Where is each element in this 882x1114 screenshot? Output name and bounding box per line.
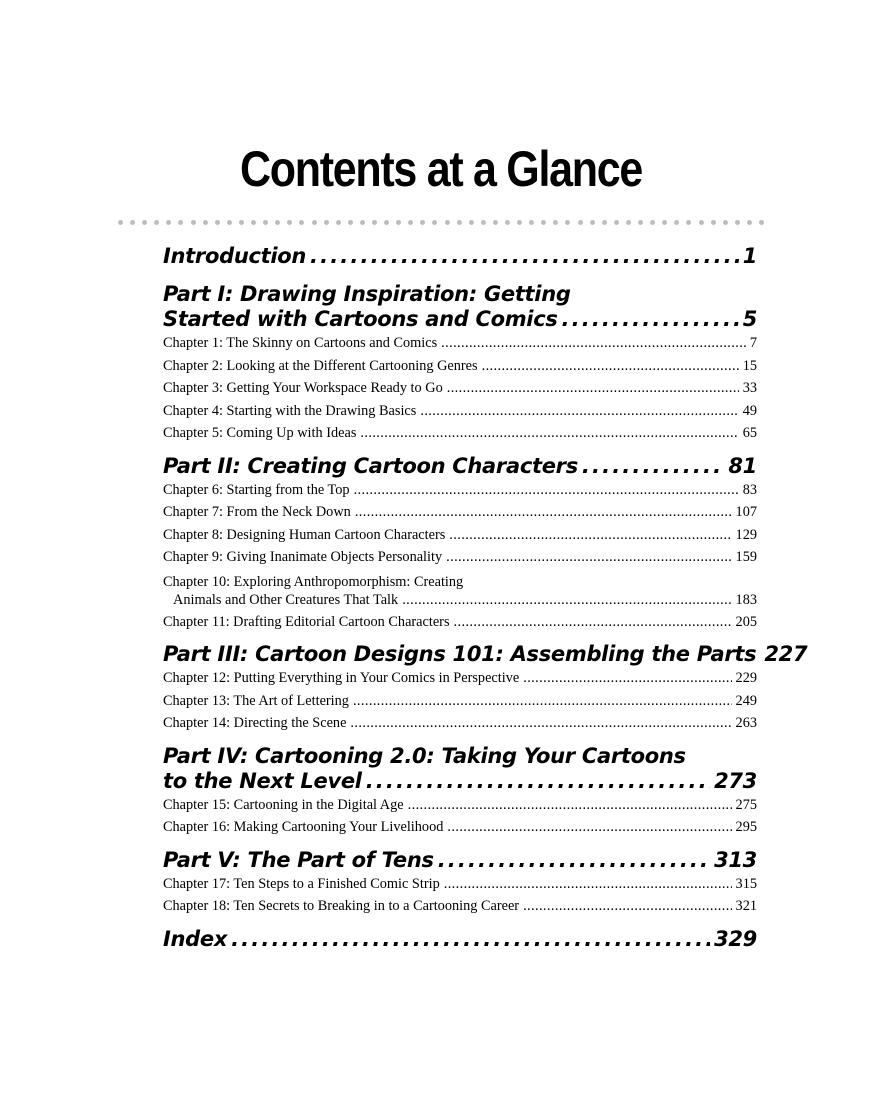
divider-dot <box>505 220 510 225</box>
divider-dot <box>614 220 619 225</box>
page-number: 321 <box>735 898 757 914</box>
divider-dot <box>420 220 425 225</box>
divider-dot <box>457 220 462 225</box>
divider-dot <box>553 220 558 225</box>
divider-dot <box>650 220 655 225</box>
chapter-title: Chapter 17: Ten Steps to a Finished Comic Strip <box>163 875 440 892</box>
page-number: 159 <box>735 549 757 565</box>
page-number: 107 <box>735 504 757 520</box>
divider-dot <box>154 220 159 225</box>
part-title-line-2: Started with Cartoons and Comics <box>163 307 558 331</box>
toc-entry-chapter[interactable] <box>163 524 757 547</box>
divider-dot <box>142 220 147 225</box>
divider-dot <box>203 220 208 225</box>
chapter-list-part-5 <box>163 873 757 918</box>
chapter-title-line-2: Animals and Other Creatures That Talk <box>173 591 399 608</box>
chapter-title: Chapter 9: Giving Inanimate Objects Personality <box>163 549 443 565</box>
dot-leader <box>408 794 732 817</box>
dot-leader <box>444 873 732 896</box>
chapter-title: Chapter 11: Drafting Editorial Cartoon Characters <box>163 613 450 630</box>
divider-dot <box>445 220 450 225</box>
divider-dot <box>638 220 643 225</box>
chapter-title: Chapter 2: Looking at the Different Cartooning Genres <box>163 357 478 374</box>
page-number: 15 <box>742 357 757 374</box>
divider-dot <box>481 220 486 225</box>
divider-dot <box>178 220 183 225</box>
page-number: 83 <box>742 481 757 498</box>
chapter-title: Chapter 14: Directing the Scene <box>163 715 347 731</box>
dot-leader <box>420 400 738 423</box>
dotted-divider <box>118 218 764 226</box>
divider-dot <box>626 220 631 225</box>
chapter-title: Chapter 3: Getting Your Workspace Ready to Go <box>163 380 443 396</box>
divider-dot <box>118 220 123 225</box>
page-number: 295 <box>735 819 757 835</box>
divider-dot <box>312 220 317 225</box>
divider-dot <box>541 220 546 225</box>
toc-entry-part-1[interactable] <box>163 282 757 332</box>
toc-entry-chapter[interactable] <box>163 332 757 355</box>
toc-entry-chapter-11[interactable] <box>163 611 757 634</box>
part-title-line-1: Part IV: Cartooning 2.0: Taking Your Cartoons <box>163 743 686 768</box>
page-number: 227 <box>764 642 808 666</box>
toc-entry-index[interactable] <box>163 927 757 952</box>
page-number: 5 <box>742 307 757 331</box>
toc-entry-chapter[interactable] <box>163 422 757 445</box>
dot-leader <box>523 667 731 690</box>
divider-dot <box>408 220 413 225</box>
divider-dot <box>759 220 764 225</box>
toc-entry-chapter[interactable] <box>163 546 757 569</box>
divider-dot <box>324 220 329 225</box>
divider-dot <box>747 220 752 225</box>
divider-dot <box>432 220 437 225</box>
divider-dot <box>372 220 377 225</box>
divider-dot <box>686 220 691 225</box>
chapter-list-part-3 <box>163 667 757 735</box>
divider-dot <box>239 220 244 225</box>
toc-entry-chapter[interactable] <box>163 479 757 502</box>
page-number: 229 <box>735 670 757 686</box>
divider-dot <box>493 220 498 225</box>
page-number: 313 <box>714 847 757 872</box>
dot-leader <box>446 546 731 569</box>
dot-leader <box>402 591 731 609</box>
page-number: 273 <box>714 768 757 793</box>
dot-leader <box>353 690 732 713</box>
toc-entry-chapter[interactable] <box>163 873 757 896</box>
toc-entry-chapter[interactable] <box>163 400 757 423</box>
part-title: Part III: Cartoon Designs 101: Assembling the Parts <box>163 642 757 666</box>
divider-dot <box>191 220 196 225</box>
toc-entry-part-4[interactable] <box>163 744 757 794</box>
chapter-title: Chapter 13: The Art of Lettering <box>163 692 349 709</box>
page-number: 33 <box>742 380 757 396</box>
dot-leader <box>366 769 710 794</box>
divider-dot <box>565 220 570 225</box>
page-number: 7 <box>749 335 757 351</box>
divider-dot <box>299 220 304 225</box>
page-number: 183 <box>735 591 757 608</box>
divider-dot <box>130 220 135 225</box>
chapter-list-part-1 <box>163 332 757 445</box>
divider-dot <box>699 220 704 225</box>
dot-leader <box>354 479 739 502</box>
toc-entry-chapter[interactable] <box>163 501 757 524</box>
toc-entry-chapter[interactable] <box>163 377 757 400</box>
dot-leader <box>355 501 732 524</box>
divider-dot <box>287 220 292 225</box>
page-number: 329 <box>714 926 757 951</box>
divider-dot <box>723 220 728 225</box>
chapter-list-part-4 <box>163 794 757 839</box>
chapter-title: Chapter 8: Designing Human Cartoon Characters <box>163 526 446 543</box>
part-title: Index <box>163 926 228 951</box>
divider-dot <box>360 220 365 225</box>
chapter-list-part-2 <box>163 479 757 634</box>
chapter-title: Chapter 15: Cartooning in the Digital Age <box>163 796 404 813</box>
page-number: 65 <box>742 425 757 441</box>
divider-dot <box>662 220 667 225</box>
chapter-title: Chapter 16: Making Cartooning Your Livelihood <box>163 819 444 835</box>
dot-leader <box>523 895 731 918</box>
dot-leader <box>441 332 746 355</box>
dot-leader <box>231 927 710 952</box>
dot-leader <box>582 454 724 479</box>
toc-entry-chapter[interactable] <box>163 355 757 378</box>
divider-dot <box>166 220 171 225</box>
divider-dot <box>735 220 740 225</box>
page-title: Contents at a Glance <box>240 141 642 197</box>
table-of-contents <box>163 244 808 952</box>
part-title-line-2: to the Next Level <box>163 768 362 793</box>
dot-leader <box>360 422 738 445</box>
divider-dot <box>590 220 595 225</box>
dot-leader <box>447 377 739 400</box>
toc-entry-introduction[interactable] <box>163 244 757 269</box>
divider-dot <box>263 220 268 225</box>
chapter-title: Chapter 7: From the Neck Down <box>163 504 351 520</box>
page-number: 129 <box>735 526 757 543</box>
divider-dot <box>227 220 232 225</box>
page-number: 1 <box>742 244 757 268</box>
dot-leader <box>350 712 731 735</box>
divider-dot <box>275 220 280 225</box>
chapter-title: Chapter 1: The Skinny on Cartoons and Comics <box>163 335 438 351</box>
toc-entry-chapter[interactable] <box>163 816 757 839</box>
divider-dot <box>215 220 220 225</box>
part-title: Introduction <box>163 244 307 268</box>
page-number: 263 <box>735 715 757 731</box>
toc-entry-part-5[interactable] <box>163 848 757 873</box>
toc-entry-chapter[interactable] <box>163 690 757 713</box>
chapter-title: Chapter 18: Ten Secrets to Breaking in to a Cartooning Career <box>163 898 520 914</box>
page-number: 249 <box>735 692 757 709</box>
chapter-title: Chapter 6: Starting from the Top <box>163 481 350 498</box>
chapter-title: Chapter 4: Starting with the Drawing Basics <box>163 402 417 419</box>
divider-dot <box>469 220 474 225</box>
toc-entry-part-2[interactable] <box>163 454 757 479</box>
divider-dot <box>251 220 256 225</box>
divider-dot <box>348 220 353 225</box>
page-number: 81 <box>728 453 757 478</box>
page-number: 205 <box>735 613 757 630</box>
divider-dot <box>711 220 716 225</box>
page-number: 275 <box>735 796 757 813</box>
toc-entry-chapter[interactable] <box>163 895 757 918</box>
divider-dot <box>674 220 679 225</box>
toc-entry-chapter[interactable] <box>163 667 757 690</box>
divider-dot <box>396 220 401 225</box>
toc-entry-chapter[interactable] <box>163 712 757 735</box>
chapter-title: Chapter 12: Putting Everything in Your Comics in Perspective <box>163 670 520 686</box>
dot-leader <box>447 816 731 839</box>
divider-dot <box>384 220 389 225</box>
page-number: 315 <box>735 875 757 892</box>
divider-dot <box>336 220 341 225</box>
toc-entry-chapter-10[interactable] <box>163 569 757 611</box>
part-title: Part II: Creating Cartoon Characters <box>163 453 578 478</box>
divider-dot <box>529 220 534 225</box>
dot-leader <box>454 611 732 634</box>
divider-dot <box>602 220 607 225</box>
chapter-title-line-1: Chapter 10: Exploring Anthropomorphism: Creating <box>163 573 464 590</box>
toc-entry-chapter[interactable] <box>163 794 757 817</box>
divider-dot <box>578 220 583 225</box>
chapter-title: Chapter 5: Coming Up with Ideas <box>163 425 357 441</box>
toc-entry-part-3[interactable] <box>163 642 808 667</box>
dot-leader <box>482 355 739 378</box>
page-number: 49 <box>742 402 757 419</box>
part-title: Part V: The Part of Tens <box>163 847 434 872</box>
dot-leader <box>438 848 710 873</box>
dot-leader <box>449 524 731 547</box>
divider-dot <box>517 220 522 225</box>
dot-leader <box>562 307 739 332</box>
part-title-line-1: Part I: Drawing Inspiration: Getting <box>163 282 571 306</box>
dot-leader <box>310 244 739 269</box>
